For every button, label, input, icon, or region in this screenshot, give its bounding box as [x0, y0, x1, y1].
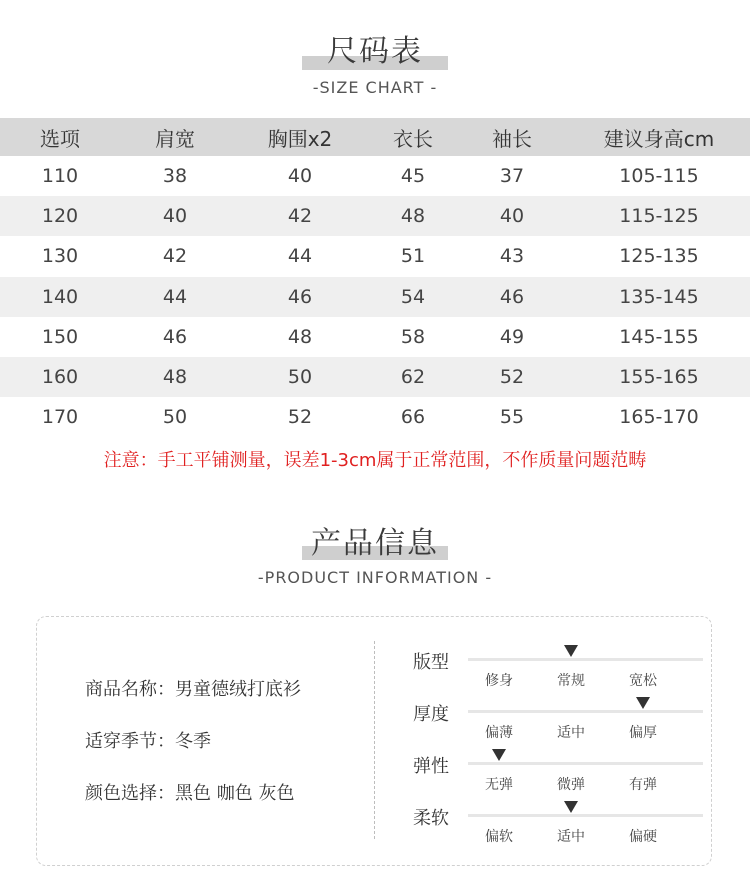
scale-track	[468, 710, 703, 713]
table-cell: 38	[162, 165, 188, 188]
product-info-subtitle: -PRODUCT INFORMATION -	[257, 568, 493, 587]
attribute-thickness	[413, 697, 713, 749]
table-cell: 48	[370, 196, 456, 236]
header-cell: 袖长	[456, 118, 568, 156]
scale-option: 偏厚	[629, 725, 657, 741]
table-cell: 170	[41, 406, 79, 429]
product-name: 商品名称：男童德绒打底衫	[85, 679, 301, 700]
table-cell: 48	[120, 357, 230, 397]
table-cell: 115-125	[568, 196, 750, 236]
scale-option: 常规	[557, 673, 585, 689]
size-table-header-row	[0, 118, 750, 156]
table-row	[0, 357, 750, 397]
scale-option: 适中	[557, 725, 585, 741]
product-info-panel	[36, 616, 712, 866]
attribute-label: 弹性	[413, 756, 449, 777]
table-cell: 130	[41, 245, 79, 268]
size-chart-subtitle: -SIZE CHART -	[312, 78, 438, 97]
table-cell: 110	[41, 165, 79, 188]
product-details	[85, 675, 301, 831]
table-cell: 165-170	[619, 406, 699, 429]
scale-marker-icon	[564, 645, 578, 657]
scale-option: 适中	[557, 829, 585, 845]
table-cell: 105-115	[619, 165, 699, 188]
size-chart-title-block	[0, 30, 750, 110]
product-info-title: 产品信息	[311, 526, 439, 561]
table-cell: 150	[41, 325, 79, 348]
scale-marker-icon	[492, 749, 506, 761]
table-cell: 58	[400, 325, 426, 348]
table-cell: 50	[230, 357, 370, 397]
table-cell: 49	[499, 325, 525, 348]
table-cell: 46	[230, 277, 370, 317]
table-cell: 50	[162, 406, 188, 429]
table-row	[0, 196, 750, 236]
attribute-scales	[413, 645, 713, 853]
table-cell: 52	[287, 406, 313, 429]
scale-track	[468, 762, 703, 765]
header-cell: 肩宽	[120, 118, 230, 156]
scale-option: 无弹	[485, 777, 513, 793]
product-info-title-block	[0, 522, 750, 592]
table-row	[0, 277, 750, 317]
table-cell: 135-145	[568, 277, 750, 317]
header-cell: 衣长	[370, 118, 456, 156]
measurement-note: 注意：手工平铺测量，误差1-3cm属于正常范围，不作质量问题范畴	[103, 450, 647, 471]
header-cell: 胸围x2	[230, 118, 370, 156]
table-cell: 42	[162, 245, 188, 268]
attribute-label: 厚度	[413, 704, 449, 725]
scale-marker-icon	[564, 801, 578, 813]
table-cell: 40	[287, 165, 313, 188]
header-cell: 选项	[0, 118, 120, 156]
table-cell: 46	[162, 325, 188, 348]
table-cell: 54	[370, 277, 456, 317]
attribute-fit	[413, 645, 713, 697]
table-cell: 46	[456, 277, 568, 317]
table-cell: 37	[499, 165, 525, 188]
scale-option: 有弹	[629, 777, 657, 793]
table-cell: 125-135	[619, 245, 699, 268]
table-cell: 44	[287, 245, 313, 268]
table-row	[0, 317, 750, 357]
table-cell: 40	[120, 196, 230, 236]
table-cell: 160	[0, 357, 120, 397]
attribute-label: 柔软	[413, 808, 449, 829]
table-cell: 140	[0, 277, 120, 317]
table-cell: 66	[400, 406, 426, 429]
scale-option: 偏薄	[485, 725, 513, 741]
table-row	[0, 236, 750, 276]
scale-marker-icon	[636, 697, 650, 709]
table-cell: 51	[400, 245, 426, 268]
scale-option: 偏硬	[629, 829, 657, 845]
scale-track	[468, 814, 703, 817]
attribute-softness	[413, 801, 713, 853]
table-cell: 40	[456, 196, 568, 236]
product-season: 适穿季节：冬季	[85, 731, 211, 752]
table-cell: 55	[499, 406, 525, 429]
scale-option: 宽松	[629, 673, 657, 689]
table-cell: 62	[370, 357, 456, 397]
attribute-elasticity	[413, 749, 713, 801]
table-cell: 48	[287, 325, 313, 348]
attribute-label: 版型	[413, 652, 449, 673]
size-chart-table	[0, 118, 750, 437]
scale-option: 修身	[485, 673, 513, 689]
table-row	[0, 397, 750, 437]
product-colors: 颜色选择：黑色 咖色 灰色	[85, 783, 295, 804]
table-cell: 44	[120, 277, 230, 317]
table-cell: 155-165	[568, 357, 750, 397]
vertical-divider	[374, 641, 375, 839]
scale-track	[468, 658, 703, 661]
scale-option: 微弹	[557, 777, 585, 793]
scale-option: 偏软	[485, 829, 513, 845]
table-cell: 43	[499, 245, 525, 268]
table-cell: 45	[400, 165, 426, 188]
table-cell: 52	[456, 357, 568, 397]
size-chart-title: 尺码表	[327, 34, 423, 69]
table-cell: 145-155	[619, 325, 699, 348]
table-row	[0, 156, 750, 196]
table-cell: 42	[230, 196, 370, 236]
table-cell: 120	[0, 196, 120, 236]
header-cell: 建议身高cm	[568, 118, 750, 156]
